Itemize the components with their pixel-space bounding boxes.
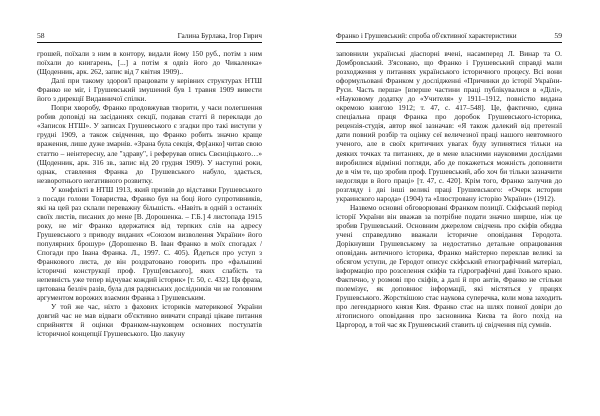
left-page-header bbox=[37, 30, 262, 42]
right-page-header bbox=[336, 30, 562, 42]
header-rule bbox=[336, 42, 562, 43]
right-page bbox=[300, 0, 600, 416]
paragraph: Назвемо основні обговорювані Франком позиції. Скіфський період історії України він вважав за потрібне подати значно ширше, ніж це зробив Грушевський. Основним джерелом свідчень про скіфів обидва учені справедливо вважали історичне оповідання Геродота. Дорікнувши Грушевському за недостатньо детальне опрацювання оповідань античного історика, Франко майстерно переклав великі за обсягом уступи, де Геродот описує скіфський етнографічний матеріал, інформацію про розселення скіфів та гідрографічні дані їхнього краю. Фактично, у розмові про скіфів, а далі й про антів, Франко не стільки полемізує, як доповнює інформації, які містяться у працях Грушевського. Жорсткішою стає наукова суперечка, коли мова заходить про легендарного князя Кия. Франко стає на шлях повної довіри до літописного оповідання про засновника Києва та його похід на Царгород, в той час як Грушевський ставить ці свідчення під сумнів. bbox=[336, 202, 562, 330]
running-head: Франко і Грушевський: спроба об'єктивної характеристики bbox=[336, 32, 517, 40]
paragraph: грошей, поїхали з ним в контору, видали йому 150 руб., потім з ним поїхали до книгарень, [...] а потім я одвіз його до Чикаленка» (Щоденник, арк. 262, запис від 7 квітня 1909).. bbox=[37, 49, 262, 77]
paragraph: Далі при такому здоров'ї працювати у керівних структурах НТШ Франко не міг, і Грушевський змушений був 1 травня 1909 вивести його з дирекції Видавничої спілки. bbox=[37, 76, 262, 104]
paragraph: заповнили українські діаспорні вчені, насамперед Л. Винар та О. Домбровський. З'ясовано, що Франко і Грушевський справді мали розходження у питаннях українського історичного процесу. Всі вони оформульовані Франком у дослідженні «Причинки до історії України-Руси. Часть перша» [вперше частини праці публікувалися в «Ділі», «Науковому додатку до «Учителя» у 1911–1912, повністю видана окремою книгою 1912; т. 47, с. 417–548]. Це, фактично, єдина спеціальна праця Франка про доробок Грушевського-історика, рецензія-студія, автор якої зазначав: «Я також далекий від претензії дати повний розбір та оцінку сеї величезної праці нашого невтомного ученого, але в своїх критичних увагах буду зупинятися тільки на деяких точках та питаннях, де в мене власними науковими дослідами виробилися відмінні погляди, або де покажеться можність доповнити де в чім те, що зробив проф. Грушевський, або хоч би тільки зазначити недогляди в його праці» [т. 47, с. 420]. Крім того, Франко залучив до розгляду і дві інші великі праці Грушевського: «Очерк истории украинского народа» (1904) та «Ілюстровану історію України» (1912). bbox=[336, 49, 562, 203]
right-page-body bbox=[336, 49, 562, 329]
page-number: 59 bbox=[554, 31, 562, 40]
running-head: Галина Бурлака, Ігор Гирич bbox=[177, 32, 262, 40]
paragraph: Попри хворобу, Франко продовжував творити, у часи полегшення робив доповіді на засіданнях секції, подавав статті й переклади до «Записок НТШ». У записах Грушевського є згадки про такі виступи у грудні 1909, а також свідчення, що Франко робить значно краще враження, лише дуже змарнів. «Зрана була секція, Фр[анко] читав свою статтю – неінтересну, але "здраву", і реферував опись Свєнціцького…» (Щоденник, арк. 316 зв., запис від 20 грудня 1909). У наступні роки, однак, ставлення Франка до Грушевського набуло, здається, незворотнього негативного розвитку. bbox=[37, 103, 262, 185]
paragraph: У той же час, ніхто з фахових істориків материкової України довгий час не мав відваги об'єктивно вивчати справді цікаве питання сприйняття й оцінки Франком-науковцем основних постулатів історичної концепції Грушевського. Цю лакуну bbox=[37, 302, 262, 339]
header-rule bbox=[37, 42, 262, 43]
paragraph: У конфлікті в НТШ 1913, який призвів до відставки Грушевського з посади голови Товариства, Франко був на боці його супротивників, які на цей раз склали переважну більшість. «Навіть в одній з останніх своїх листів, писаних до мене [В. Дорошенка. – Г.Б.] 4 листопада 1915 року, не міг Франко вдержатися від терпких слів на адресу Грушевського з приводу виданих «Союзом визволення України» його популярних брошур» (Дорошенко В. Іван Франко в моїх спогадах / Спогади про Івана Франка. Л., 1997. С. 405). Йдеться про уступ з Франкового листа, де він роздратовано говорить про «фальшиві історичні конструкції проф. Груш[евського], яких слабість та непевність уже тепер відчуває кождий історик» [т. 50, с. 432]. Ця фраза, цитована безліч разів, була для радянських дослідників чи не головним аргументом ворожих взаємин Франка з Грушевським. bbox=[37, 184, 262, 303]
page-number: 58 bbox=[37, 31, 45, 40]
left-page-body bbox=[37, 49, 262, 339]
